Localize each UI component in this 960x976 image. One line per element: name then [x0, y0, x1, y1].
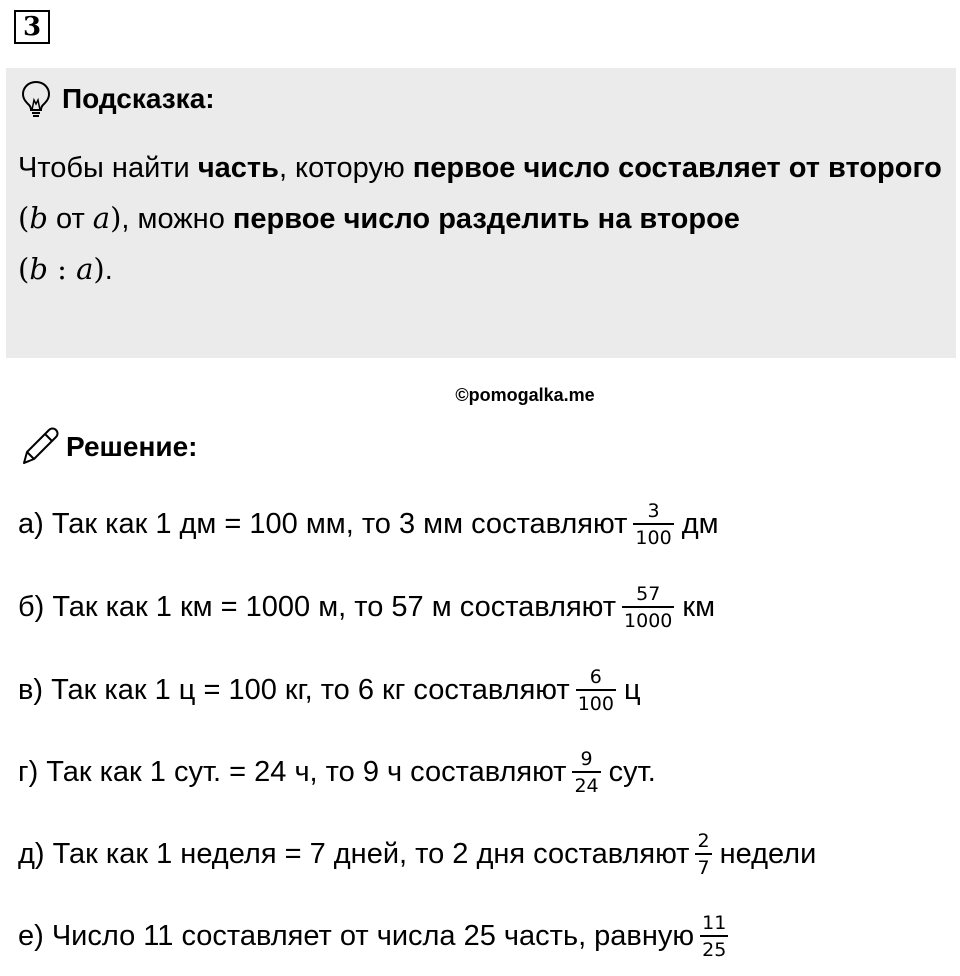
solution-line-b: б) Так как 1 км = 1000 м, то 57 м составляют $\frac{57}{1000}$ км: [18, 583, 716, 632]
fraction: $\frac{57}{1000}$: [624, 583, 673, 632]
fraction: $\frac{3}{100}$: [635, 500, 672, 549]
solution-line-e: е) Число 11 составляет от числа 25 часть, равную $\frac{11}{25}$: [18, 912, 727, 961]
solution-title: Решение:: [66, 431, 198, 462]
fraction: $\frac{2}{7}$: [697, 830, 710, 879]
hint-text: Чтобы найти часть, которую первое число составляет от второго (b от a), можно первое число разделить на второе (b : a).: [18, 152, 942, 286]
solution-header: [18, 425, 197, 469]
hint-title: Подсказка:: [62, 83, 215, 114]
lightbulb-icon: [20, 80, 52, 118]
solution-line-d: д) Так как 1 неделя = 7 дней, то 2 дня составляют $\frac{2}{7}$ недели: [18, 830, 817, 879]
task-number: 3: [22, 12, 42, 42]
fraction: $\frac{6}{100}$: [577, 666, 614, 715]
fraction: $\frac{9}{24}$: [574, 748, 599, 797]
hint-header: [20, 80, 215, 118]
solution-line-v: в) Так как 1 ц = 100 кг, то 6 кг составляют $\frac{6}{100}$ ц: [18, 666, 641, 715]
task-number-box: [14, 10, 50, 44]
hint-box: [6, 68, 956, 358]
watermark: ©pomogalka.me: [455, 385, 595, 405]
solution-line-g: г) Так как 1 сут. = 24 ч, то 9 ч составляют $\frac{9}{24}$ сут.: [18, 748, 656, 797]
pencil-icon: [18, 425, 62, 469]
fraction: $\frac{11}{25}$: [702, 912, 727, 961]
solution-line-a: а) Так как 1 дм = 100 мм, то 3 мм составляют $\frac{3}{100}$ дм: [18, 500, 719, 549]
